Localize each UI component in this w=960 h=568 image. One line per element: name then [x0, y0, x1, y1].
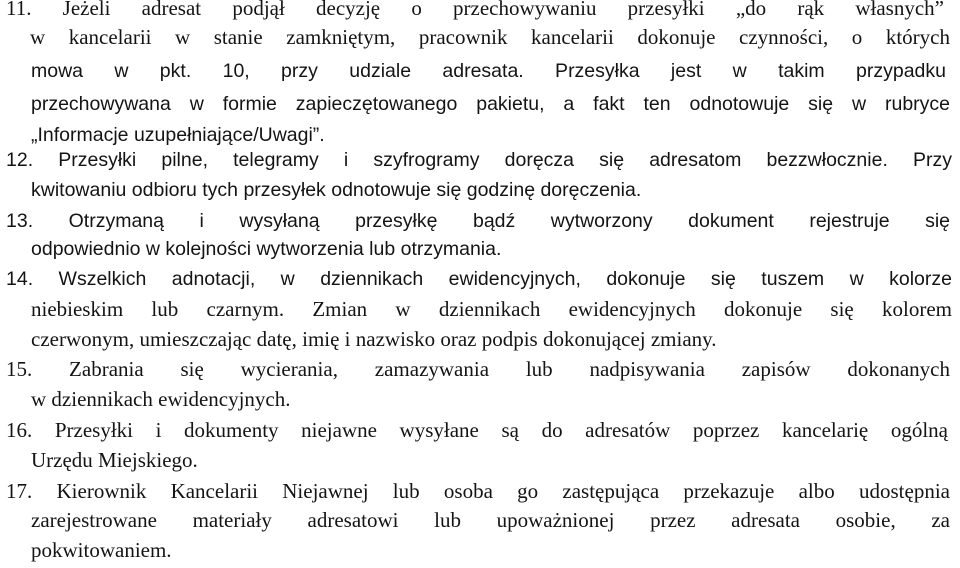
item-11-line-1: 11. Jeżeli adresat podjął decyzję o przechowywaniu przesyłki „do rąk własnych” — [6, 0, 944, 20]
item-11-line-4: przechowywana w formie zapieczętowanego pakietu, a fakt ten odnotowuje się w rubryce — [31, 93, 950, 115]
item-11-line-2: w kancelarii w stanie zamkniętym, pracownik kancelarii dokonuje czynności, o których — [30, 25, 950, 49]
item-15-line-2: w dziennikach ewidencyjnych. — [31, 387, 291, 411]
item-14-line-2: niebieskim lub czarnym. Zmian w dziennikach ewidencyjnych dokonuje się kolorem — [31, 297, 952, 321]
item-17-line-3: pokwitowaniem. — [31, 538, 172, 562]
item-13-line-1: 13. Otrzymaną i wysyłaną przesyłkę bądź wytworzony dokument rejestruje się — [6, 210, 950, 232]
item-11-line-5: „Informacje uzupełniające/Uwagi”. — [31, 124, 325, 146]
item-13-line-2: odpowiednio w kolejności wytworzenia lub otrzymania. — [31, 238, 502, 260]
item-14-line-1: 14. Wszelkich adnotacji, w dziennikach ewidencyjnych, dokonuje się tuszem w kolorze — [6, 268, 952, 290]
item-15-line-1: 15. Zabrania się wycierania, zamazywania lub nadpisywania zapisów dokonanych — [6, 357, 950, 381]
item-14-line-3: czerwonym, umieszczając datę, imię i nazwisko oraz podpis dokonującej zmiany. — [31, 327, 717, 351]
item-12-line-2: kwitowaniu odbioru tych przesyłek odnotowuje się godzinę doręczenia. — [31, 179, 642, 201]
item-17-line-1: 17. Kierownik Kancelarii Niejawnej lub osoba go zastępująca przekazuje albo udostępnia — [6, 479, 950, 503]
item-12-line-1: 12. Przesyłki pilne, telegramy i szyfrogramy doręcza się adresatom bezzwłocznie. Przy — [6, 149, 952, 171]
item-17-line-2: zarejestrowane materiały adresatowi lub upoważnionej przez adresata osobie, za — [31, 508, 950, 532]
item-16-line-1: 16. Przesyłki i dokumenty niejawne wysyłane są do adresatów poprzez kancelarię ogólną — [6, 418, 948, 442]
item-11-line-3: mowa w pkt. 10, przy udziale adresata. Przesyłka jest w takim przypadku — [31, 60, 946, 82]
item-16-line-2: Urzędu Miejskiego. — [31, 448, 198, 472]
